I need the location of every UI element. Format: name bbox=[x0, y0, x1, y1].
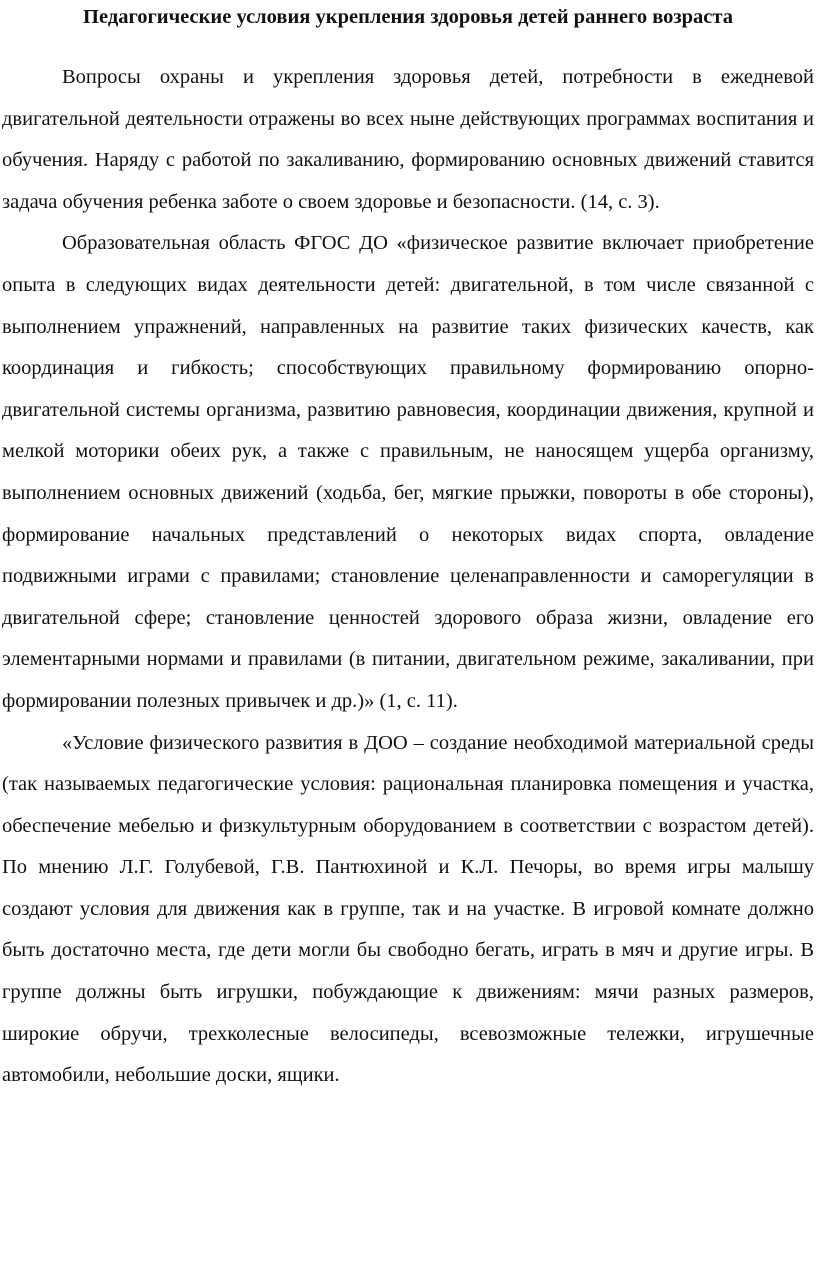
paragraph-fgos-physical-development: Образовательная область ФГОС ДО «физическое развитие включает приобретение опыта в следующих видах деятельности детей: двигательной, в том числе связанной с выполнением упражнений, направленных на развитие таких физических качеств, как координация и гибкость; способствующих правильному формированию опорно-двигательной системы организма, развитию равновесия, координации движения, крупной и мелкой моторики обеих рук, а также с правильным, не наносящем ущерба организму, выполнением основных движений (ходьба, бег, мягкие прыжки, повороты в обе стороны), формирование начальных представлений о некоторых видах спорта, овладение подвижными играми с правилами; становление целенаправленности и саморегуляции в двигательной сфере; становление ценностей здорового образа жизни, овладение его элементарными нормами и правилами (в питании, двигательном режиме, закаливании, при формировании полезных привычек и др.)» (1, с. 11). bbox=[2, 232, 814, 712]
paragraph-health-programs: Вопросы охраны и укрепления здоровья детей, потребности в ежедневой двигательной деятельности отражены во всех ныне действующих программах воспитания и обучения. Наряду с работой по закаливанию, формированию основных движений ставится задача обучения ребенка заботе о своем здоровье и безопасности. (14, с. 3). bbox=[2, 66, 814, 213]
paragraph-physical-development-conditions: «Условие физического развития в ДОО – создание необходимой материальной среды (так называемых педагогические условия: рациональная планировка помещения и участка, обеспечение мебелью и физкультурным оборудованием в соответствии с возрастом детей). По мнению Л.Г. Голубевой, Г.В. Пантюхиной и К.Л. Печоры, во время игры малышу создают условия для движения как в группе, так и на участке. В игровой комнате должно быть достаточно места, где дети могли бы свободно бегать, играть в мяч и другие игры. В группе должны быть игрушки, побуждающие к движениям: мячи разных размеров, широкие обручи, трехколесные велосипеды, всевозможные тележки, игрушечные автомобили, небольшие доски, ящики. bbox=[2, 731, 814, 1087]
document-title: Педагогические условия укрепления здоровья детей раннего возраста bbox=[83, 6, 733, 28]
